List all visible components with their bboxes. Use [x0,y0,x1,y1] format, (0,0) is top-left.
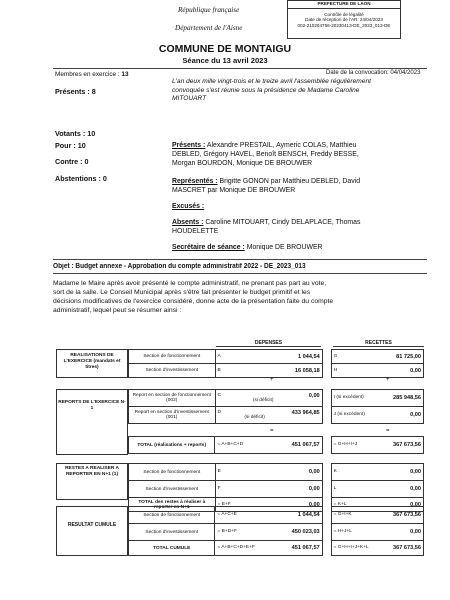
absents-line-2: HOUDELETTE [172,228,219,235]
cell-value: 367 673,56 [393,442,421,448]
absents-line-1: Caroline MITOUART, Cindy DELAPLACE, Thomas [205,219,361,226]
cell-value: 1 044,54 [297,512,320,518]
restes-box [56,463,128,500]
cell-value: 0,00 [410,469,421,475]
intro-line-1: L'an deux mille vingt-trois et le treize avril l'assemblée régulièrement [172,78,371,85]
stamp-ref: 002-210204756-20230413-DE_2023_013-DE [297,22,391,28]
excedent-note: (si excédent) [336,395,364,400]
cell-value: 367 673,56 [393,512,421,518]
cell-value: 81 725,00 [396,353,421,360]
presents-count: Présents : 8 [55,87,96,96]
table-row [129,524,424,541]
cell-value: 0,00 [410,529,421,535]
table-row [129,437,424,454]
restes-table [128,463,424,512]
sec-invest-label: Section d'investissement [129,524,215,541]
table-row [129,507,424,524]
sec-fonct-label: Section de fonctionnement [129,350,216,364]
reports-box [56,389,128,455]
republique-text: République française [178,6,240,14]
cell-letter: J [333,412,337,417]
cell-letter: L [333,486,337,491]
cell-letter: B [217,367,221,373]
realisations-table [128,349,424,378]
absents-block [172,218,360,236]
cell-letter: I [333,395,335,400]
total-cumule-label: TOTAL CUMULE [129,541,215,556]
cell-letter: C [217,393,221,398]
cell-value: 0,00 [410,367,421,374]
total-restes-label: TOTAL des restes à réaliser à reporter en N+1 [129,498,216,512]
votants-count: Votants : 10 [55,129,96,138]
intro-line-2: convoquée s'est réunie sous la présidence de Madame Caroline [172,86,360,94]
cell-value: 0,00 [308,393,320,399]
abstentions-count: Abstentions : 0 [55,174,107,183]
stamp-prefecture: PREFECTURE DE LAON [288,1,400,9]
presents-label: Présents : [172,142,206,149]
total-table [128,436,424,454]
cell-value: 0,00 [308,486,320,492]
cell-value: 0,00 [410,501,421,508]
cell-value: 433 964,85 [291,410,320,416]
report-fonct-label: Report en section de fonctionnement (002) [129,390,216,407]
excedent-note: (si excédent) [337,412,365,417]
realisations-box [56,349,128,378]
pour-count: Pour : 10 [55,141,86,150]
reports-table [128,389,424,424]
formula: = K+L [333,501,347,507]
cell-letter: K [333,469,337,474]
cell-value: 285 948,56 [393,395,421,401]
formula: = A+B+C+D+E+F [217,545,255,550]
seance-date: Séance du 13 avril 2023 [182,56,268,65]
formula: = A+C+E [217,512,237,517]
contre-count: Contre : 0 [55,157,89,166]
body-line-1: Madame le Maire après avoir présenté le compte administratif, ne prenant pas part au vote, [53,280,327,287]
cell-value: 16 058,18 [294,367,320,374]
body-line-3: décisions modificatives de l'exercice considéré, donne acte de la présentation faite du compte [53,298,334,305]
secretaire-label: Secrétaire de séance : [172,244,245,251]
col-recettes: RECETTES [333,340,424,347]
stamp-controle: Contrôle de légalité [324,11,364,17]
formula: = A+B+C+D [217,442,244,447]
cell-letter: H [333,367,338,373]
resultat-label: RESULTAT CUMULE [67,522,117,528]
table-row [129,364,424,378]
cell-value: 0,00 [410,486,421,492]
cell-value: 0,00 [410,412,421,418]
objet-title: Objet : Budget annexe - Approbation du compte administratif 2022 - DE_2023_013 [53,263,306,270]
report-invest-label: Report en section d'investissement (001) [129,407,216,424]
table-row [129,481,424,498]
secretaire-name: Monique DE BROUWER [246,244,323,251]
cell-value: 0,00 [308,501,320,508]
table-row [129,464,424,481]
formula: = G+H+I+J+K+L [333,545,369,550]
table-row [129,350,424,364]
cell-letter: D [217,410,221,415]
realisations-label: REALISATIONS DE L'EXERCICE (mandats et titres) [63,353,121,370]
formula: = G+I+K [333,512,352,517]
restes-label: RESTES A REALISER A REPORTER EN N+1 (1) [65,466,119,477]
intro-text [172,78,371,104]
objet-rule-bottom [53,273,427,274]
col-depenses: DEPENSES [216,340,321,347]
table-row [129,407,424,424]
formula: = B+D+F [217,529,237,534]
representes-block [172,177,360,195]
presents-block [172,141,359,168]
representes-line-2: MASCRET par Monique DE BROUWER [172,187,296,194]
stamp-date: Date de réception de l'AR: 24/04/2023 [305,17,383,23]
representes-label: Représentés : [172,178,218,185]
resultat-table [128,506,424,556]
body-line-4: administratif, lequel peut se résumer ainsi : [53,307,182,314]
equal-sign: = [386,428,390,434]
reports-label: REPORTS DE L'EXERCICE N-1 [58,400,126,411]
sec-fonct-label: Section de fonctionnement [129,507,215,524]
sec-invest-label: Section d'investissement [129,481,216,498]
membres-label: Membres en exercice : [55,71,120,78]
equal-sign: = [270,428,274,434]
cell-letter: F [217,486,221,491]
cell-value: 0,00 [308,469,320,475]
body-paragraph [53,279,429,315]
cell-value: 451 067,57 [291,545,320,551]
secretaire-block [172,243,323,252]
table-row [129,390,424,407]
cell-letter: A [217,353,221,359]
table-row [129,541,424,556]
plus-sign: + [270,377,274,383]
presents-line-2: DEBLED, Grégory HAVEL, Benoît BENSCH, Freddy BESSE, [172,151,359,158]
formula: = H+J+L [333,529,352,534]
plus-sign: + [386,377,390,383]
presents-line-1: Alexandre PRESTAIL, Aymeric COLAS, Matthieu [206,142,357,149]
cell-value: 1 044,54 [297,353,320,360]
intro-line-3: MITOUART [172,95,207,102]
prefecture-stamp [287,0,401,39]
excuses-label: Excusés : [172,203,205,210]
cell-value: 450 023,03 [291,529,320,535]
formula: = G+H+I+J [333,442,358,447]
cell-value: 451 067,57 [291,442,320,448]
departement-text: Département de l'Aisne [175,24,243,32]
commune-title: COMMUNE DE MONTAIGU [158,43,292,55]
membres-exercice [55,71,129,78]
presents-line-3: Morgan BOURDON, Monique DE BROUWER [172,160,313,167]
absents-label: Absents : [172,219,204,226]
resultat-box [56,506,128,556]
objet-rule-top [53,259,427,260]
body-line-2: sort de la salle. Le Conseil Municipal après s'être fait présenter le budget primitif et les [53,289,311,296]
convocation-date: Date de la convocation: 04/04/2023 [326,70,421,76]
total-label: TOTAL (réalisations + reports) [129,437,215,454]
formula: = E+F [217,501,231,507]
header-rule [53,68,427,69]
sec-invest-label: Section d'investissement [129,364,216,378]
cell-value: 367 673,56 [393,545,421,551]
deficit-note: (si déficit) [252,398,274,403]
cell-letter: G [333,353,338,359]
cell-letter: E [217,469,221,474]
representes-line-1: Brigitte GONON par Matthieu DEBLED, David [219,178,361,185]
deficit-note: (si déficit) [244,415,265,420]
membres-value: 13 [121,71,129,78]
sec-fonct-label: Section de fonctionnement [129,464,216,481]
